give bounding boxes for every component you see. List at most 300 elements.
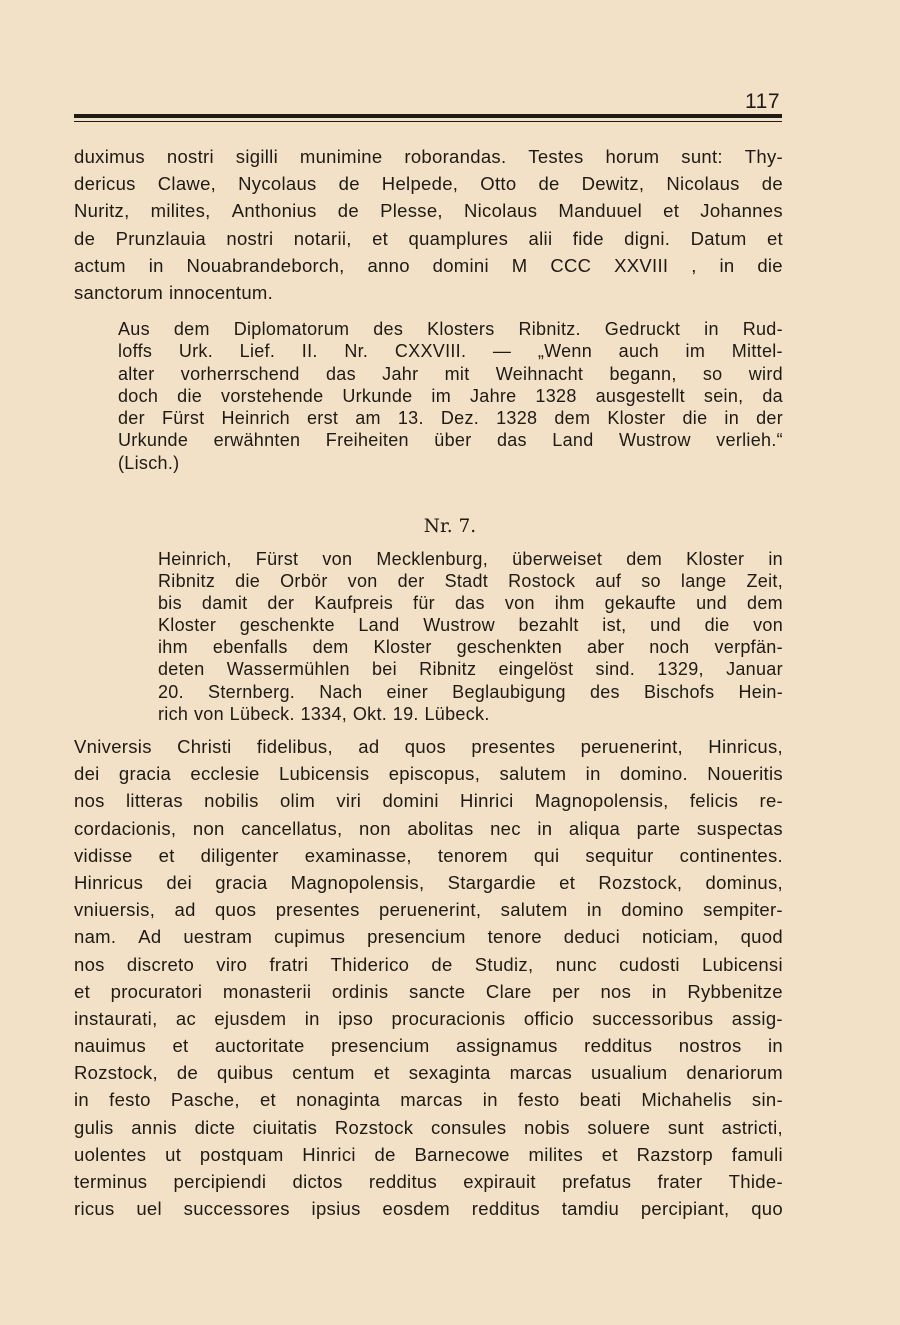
word: 1328 (535, 385, 577, 406)
page-number: 117 (745, 90, 780, 113)
word: verlieh.“ (716, 430, 783, 451)
word: dem (554, 408, 591, 429)
word: quod (740, 926, 783, 948)
word: ihm (158, 637, 188, 658)
header-rule-thin (74, 121, 782, 122)
word: Ribnitz. (518, 319, 581, 339)
text-line (74, 787, 783, 814)
word: Fürst (161, 408, 205, 429)
word: quibus (217, 1062, 274, 1084)
word: officio (523, 1007, 574, 1029)
text-line (158, 658, 783, 680)
word: ipsius (311, 1198, 361, 1220)
word: , (691, 254, 697, 276)
word: cudosti (619, 953, 680, 975)
word: Zeit, (746, 571, 783, 592)
word: ad (358, 736, 380, 757)
word: doch (118, 385, 159, 406)
word: vniuersis, (74, 899, 156, 921)
text-line (74, 1086, 783, 1113)
word: deten (158, 659, 205, 680)
word: et (259, 1089, 276, 1111)
word: dem (173, 319, 210, 339)
word: 1329, (657, 659, 704, 680)
word: begann, (609, 363, 677, 384)
word: einer (386, 681, 429, 702)
word: Wustrow (618, 430, 691, 451)
word: Dewitz, (581, 173, 645, 195)
word: Noueritis (707, 763, 783, 785)
word: Land (552, 430, 594, 451)
word: expirauit (463, 1171, 536, 1192)
word: Thide- (728, 1171, 783, 1192)
word: überweiset (512, 549, 603, 569)
word: M (511, 254, 528, 276)
text-line (158, 614, 783, 636)
word: nostri (166, 146, 214, 167)
word: erwähnten (213, 430, 301, 451)
word: nostri (226, 227, 274, 249)
word: Kaufpreis (314, 593, 394, 614)
word: der (267, 593, 295, 614)
word: von (504, 593, 535, 614)
word: am (355, 408, 381, 429)
word: Gedruckt (604, 319, 681, 339)
word: viro (216, 953, 248, 975)
word: gulis (74, 1116, 114, 1138)
word: auctoritate (214, 1035, 305, 1057)
word: instaurati, (74, 1007, 158, 1029)
text-line (118, 363, 783, 385)
text-line (74, 1032, 783, 1059)
word: CXXVIII. (394, 341, 467, 362)
text-line (74, 1005, 783, 1032)
word: geschenkten (456, 637, 563, 658)
word: Jahre (469, 385, 517, 406)
word: dictos (292, 1171, 343, 1192)
word: ac (175, 1007, 196, 1029)
word: Otto (480, 173, 517, 195)
word: Kloster (158, 615, 217, 636)
word: eosdem (382, 1198, 451, 1220)
word: Okt. (352, 703, 388, 724)
word: eingelöst (498, 659, 574, 680)
word: Lübeck. (229, 703, 295, 724)
word: Anthonius (231, 200, 317, 222)
word: presencium (330, 1035, 430, 1057)
word: salutem (500, 899, 568, 921)
word: 20. (158, 681, 184, 702)
word: Rozstock, (74, 1062, 158, 1084)
word: discreto (126, 953, 195, 975)
text-line (74, 1141, 783, 1168)
word: de (538, 173, 560, 195)
word: successores (183, 1198, 290, 1220)
word: domini (432, 254, 489, 276)
word: denariorum (686, 1062, 783, 1084)
word: famuli (731, 1143, 783, 1165)
word: continentes. (679, 844, 783, 866)
text-line (74, 951, 783, 978)
word: Christi (177, 736, 232, 757)
word: Wassermühlen (226, 659, 350, 680)
word: sin- (751, 1089, 783, 1111)
word: procuratori (110, 980, 203, 1002)
word: diligenter (200, 844, 279, 866)
word: sind. (595, 659, 636, 680)
word: Helpede, (381, 173, 459, 195)
word: Ad (138, 926, 162, 948)
word: roborandas. (404, 146, 507, 167)
word: suspectas (696, 817, 783, 839)
word: mit (444, 363, 470, 384)
word: sunt (667, 1116, 704, 1138)
word: ist, (602, 615, 627, 636)
word: sunt: (681, 146, 723, 167)
word: quos (404, 736, 447, 757)
word: qui (533, 844, 560, 866)
word: assig- (731, 1007, 783, 1029)
word: in (585, 763, 601, 785)
word: usualium (590, 1062, 668, 1084)
word: uestram (183, 926, 253, 948)
word: nauimus (74, 1035, 147, 1057)
word: centum (292, 1062, 355, 1084)
word: et (601, 1143, 618, 1165)
word: gekaufte (604, 593, 677, 614)
word: 1334, (300, 703, 348, 724)
word: Nicolaus (666, 173, 740, 195)
word: tenore (487, 926, 542, 948)
word: de (431, 953, 453, 975)
word: nunc (555, 953, 597, 975)
word: peruenerint, (580, 736, 683, 757)
word: Nicolaus (463, 200, 538, 222)
word: das (325, 363, 356, 384)
header-rule-thick (74, 114, 782, 118)
word: nonaginta (296, 1089, 381, 1111)
word: und (650, 615, 681, 636)
charter-text-end (74, 143, 783, 306)
word: Hinricus (74, 871, 144, 893)
word: auch (618, 341, 659, 362)
word: sein, (703, 385, 744, 406)
word: Bischofs (643, 681, 715, 702)
word: cordacionis, (74, 817, 177, 839)
word: consules (430, 1116, 507, 1138)
word: annis (131, 1116, 177, 1138)
word: et (74, 980, 91, 1002)
word: de (337, 200, 359, 222)
word: so (641, 571, 661, 592)
word: domino. (619, 763, 688, 785)
text-line (118, 340, 783, 362)
word: gracia (215, 871, 268, 893)
word: der (397, 571, 425, 592)
word: Mittel- (731, 341, 783, 362)
word: von (322, 549, 353, 569)
document-heading: Nr. 7. (423, 516, 477, 537)
word: die (682, 408, 708, 429)
word: das (454, 593, 485, 614)
word: astricti, (721, 1116, 783, 1138)
word: et (766, 227, 783, 249)
word: von (193, 703, 224, 724)
word: Pasche, (170, 1089, 240, 1111)
word: Rozstock (334, 1116, 414, 1138)
word: milites (528, 1143, 584, 1165)
text-line (74, 1059, 783, 1086)
word: de (74, 227, 96, 249)
text-line (118, 407, 783, 429)
word: quos (215, 899, 257, 921)
text-line (74, 279, 783, 306)
word: Rud- (742, 319, 783, 339)
word: Orbör (280, 571, 328, 592)
text-line (74, 896, 783, 923)
word: sanctorum (74, 281, 164, 303)
document-summary (158, 548, 783, 725)
word: Rozstock, (598, 871, 683, 893)
word: dei (166, 871, 193, 893)
word: Rostock (508, 571, 576, 592)
word: litteras (126, 790, 183, 812)
word: cancellatus, (241, 817, 343, 839)
text-line (74, 225, 783, 252)
word: Kloster (607, 408, 666, 429)
word: de (374, 1143, 396, 1165)
text-line (158, 570, 783, 592)
word: cupimus (274, 926, 346, 948)
word: nam. (74, 926, 117, 948)
word: dicte (194, 1116, 236, 1138)
word: Thy- (744, 146, 783, 167)
word: wird (748, 363, 783, 384)
word: bezahlt (518, 615, 579, 636)
word: Testes (528, 146, 584, 167)
word: ipso (338, 1007, 374, 1029)
word: über (434, 430, 472, 451)
word: Manduuel (558, 200, 643, 222)
word: Kloster (686, 549, 745, 569)
word: und (696, 593, 728, 614)
word: deduci (563, 926, 621, 948)
word: das (496, 430, 527, 451)
word: des (589, 681, 620, 702)
word: auf (595, 571, 622, 592)
text-line (158, 636, 783, 658)
word: in (651, 980, 667, 1002)
word: Lief. (239, 341, 276, 362)
word: fide (572, 227, 604, 249)
word: nos (600, 980, 632, 1002)
word: Klosters (427, 319, 495, 339)
word: ad (174, 899, 196, 921)
text-line (158, 703, 783, 725)
word: sexaginta (408, 1062, 491, 1084)
word: tamdiu (561, 1198, 620, 1220)
word: in (304, 1007, 320, 1029)
word: non (192, 817, 225, 839)
word: ut (165, 1143, 182, 1165)
word: redditus (584, 1035, 653, 1057)
text-line (158, 681, 783, 703)
word: dem (312, 637, 349, 658)
word: ejusdem (214, 1007, 287, 1029)
word: viri (336, 790, 362, 812)
word: sancte (409, 980, 466, 1002)
word: Johannes (700, 200, 783, 222)
word: sempiter- (703, 899, 783, 921)
word: domino (621, 899, 684, 921)
word: Razstorp (636, 1143, 713, 1165)
word: Urkunde (118, 430, 189, 451)
word: assignamus (456, 1035, 558, 1057)
word: Nuritz, (74, 200, 130, 222)
word: sigilli (235, 146, 278, 167)
text-line (74, 1168, 783, 1195)
word: soluere (587, 1116, 651, 1138)
text-line (74, 143, 783, 170)
word: Clare (485, 980, 532, 1002)
text-line (74, 252, 783, 279)
word: Januar (726, 659, 783, 680)
word: redditus (368, 1171, 438, 1192)
word: alter (118, 363, 155, 384)
word: milites, (150, 200, 211, 222)
word: rich (158, 703, 189, 724)
text-line (74, 869, 783, 896)
charter-text (74, 733, 783, 1222)
word: loffs (118, 341, 153, 362)
word: procuracionis (391, 1007, 506, 1029)
word: dem (747, 593, 783, 614)
word: von (753, 615, 783, 636)
text-line (118, 452, 783, 474)
word: presentes (471, 736, 556, 757)
word: noch (649, 637, 690, 658)
word: Urkunde (342, 385, 413, 406)
word: ecclesie (190, 763, 260, 785)
word: salutem (499, 763, 567, 785)
word: geschenkte (239, 615, 335, 636)
word: Aus (118, 319, 150, 339)
word: nos (74, 790, 105, 812)
word: de (761, 173, 783, 195)
word: et (373, 1062, 390, 1084)
word: Land (358, 615, 400, 636)
word: parte (636, 817, 681, 839)
word: monasterii (222, 980, 312, 1002)
word: in (586, 899, 602, 921)
text-line (74, 733, 783, 760)
word: felicis (689, 790, 739, 812)
word: Hinrici (460, 790, 514, 812)
word: quamplures (408, 227, 509, 249)
word: Magnopolensis, (290, 871, 425, 893)
text-line (74, 170, 783, 197)
word: nostros (678, 1035, 742, 1057)
word: Mecklenburg, (376, 549, 489, 569)
word: vorherrschend (180, 363, 300, 384)
word: in (719, 254, 735, 276)
word: in (74, 1089, 89, 1111)
word: percipiant, (640, 1198, 730, 1220)
word: des (373, 319, 404, 339)
word: II. (301, 341, 318, 362)
word: Beglaubigung (452, 681, 566, 702)
word: Vniversis (74, 736, 152, 757)
word: der (118, 408, 145, 429)
word: bis (158, 593, 182, 614)
word: duximus (74, 146, 145, 167)
word: da (762, 385, 783, 406)
word: Weihnacht (495, 363, 584, 384)
word: Prunzlauia (115, 227, 206, 249)
word: Magnopolensis, (534, 790, 669, 812)
word: nos (74, 953, 105, 975)
word: Lubicensis (278, 763, 370, 785)
word: Urk. (178, 341, 214, 362)
word: in (148, 254, 164, 276)
word: prefatus (562, 1171, 632, 1192)
text-line (74, 842, 783, 869)
word: presencium (367, 926, 466, 948)
word: fratri (269, 953, 309, 975)
word: Heinrich, (158, 549, 232, 569)
word: vorstehende (221, 385, 324, 406)
word: dem (626, 549, 663, 569)
word: ordinis (331, 980, 389, 1002)
word: für (413, 593, 435, 614)
word: Dez. (440, 408, 480, 429)
word: Clawe, (157, 173, 217, 195)
word: die (704, 615, 730, 636)
word: percipiendi (173, 1171, 267, 1192)
word: per (552, 980, 580, 1002)
word: in (482, 1089, 498, 1111)
word: Rybbenitze (687, 980, 783, 1002)
word: noticiam, (641, 926, 719, 948)
word: alii (528, 227, 553, 249)
word: presentes (275, 899, 360, 921)
word: tenorem (437, 844, 508, 866)
word: 13. (397, 408, 424, 429)
word: et (172, 1035, 189, 1057)
word: in (767, 1035, 783, 1057)
editorial-note (118, 318, 783, 474)
word: quo (751, 1198, 783, 1220)
word: Diplomatorum (233, 319, 350, 339)
word: re- (759, 790, 783, 812)
word: ricus (74, 1198, 115, 1220)
word: uolentes (74, 1143, 147, 1165)
word: nobilis (204, 790, 259, 812)
word: Stadt (444, 571, 489, 592)
word: ciuitatis (252, 1116, 318, 1138)
word: anno (367, 254, 410, 276)
text-line (158, 592, 783, 614)
word: nobis (524, 1116, 570, 1138)
word: CCC (550, 254, 592, 276)
word: olim (279, 790, 316, 812)
word: nec (490, 817, 521, 839)
word: ihm (554, 593, 585, 614)
word: marcas (509, 1062, 573, 1084)
text-line (74, 760, 783, 787)
word: postquam (199, 1143, 284, 1165)
word: notarii, (293, 227, 352, 249)
